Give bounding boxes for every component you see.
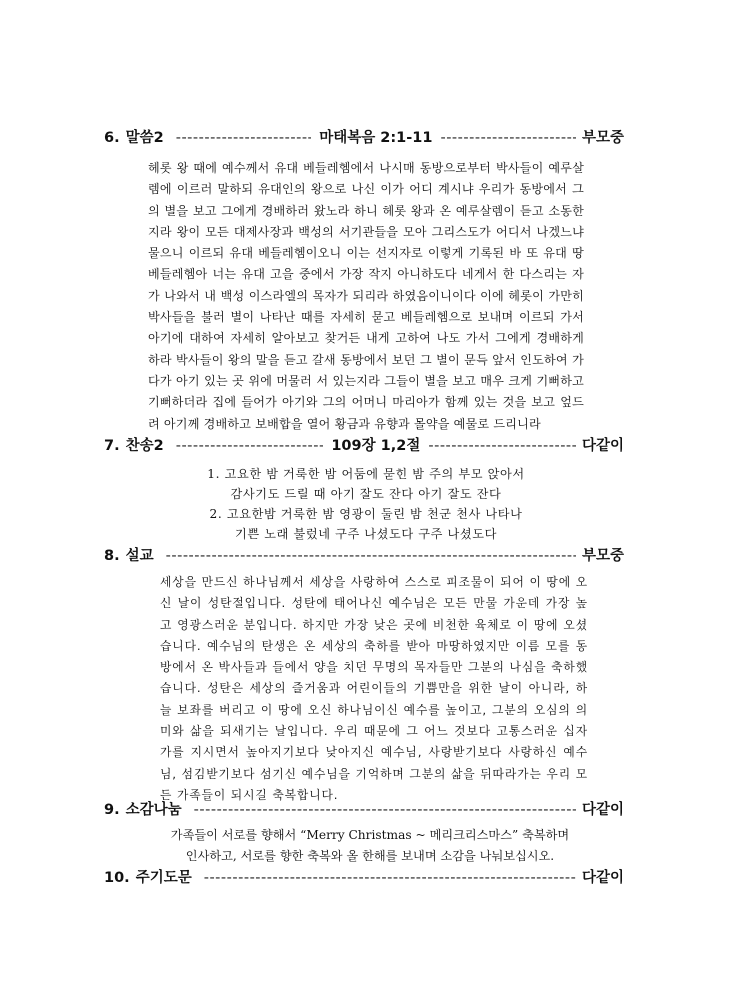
section-lords-prayer-heading	[104, 868, 624, 888]
dash-leader-line	[176, 436, 324, 456]
section-leader: 부모중	[581, 130, 624, 146]
section-number: 6.	[104, 130, 120, 146]
section-number: 8.	[104, 548, 120, 564]
hymn-lyric-line: 기쁜 노래 불렀네 구주 나셨도다 구주 나셨도다	[235, 527, 497, 541]
section-title: 찬송2	[125, 438, 164, 454]
section-leader: 다같이	[581, 802, 624, 818]
section-number: 7.	[104, 438, 120, 454]
hymn-lyric-line: 2. 고요한밤 거룩한 밤 영광이 둘린 밤 천군 천사 나타나	[209, 507, 523, 521]
section-title: 주기도문	[135, 870, 192, 886]
section-sermon-heading	[104, 546, 624, 566]
dash-leader-line	[204, 868, 576, 888]
scripture-reference: 마태복음 2:1-11	[319, 130, 433, 146]
section-title: 말씀2	[125, 130, 164, 146]
section-number: 10.	[104, 870, 130, 886]
section-leader: 부모중	[581, 548, 624, 564]
section-hymn-heading	[104, 436, 624, 456]
section-title: 소감나눔	[125, 802, 182, 818]
hymn-lyric-line: 감사기도 드릴 때 아기 잘도 잔다 아기 잘도 잔다	[230, 487, 502, 501]
dash-leader-line	[440, 128, 576, 148]
scripture-text: 헤롯 왕 때에 예수께서 유대 베들레헴에서 나시매 동방으로부터 박사들이 예루살렘에 이르러 말하되 유대인의 왕으로 나신 이가 어디 계시냐 우리가 동방에서 그의 별을 보고 그에게 경배하러 왔노라 하니 헤롯 왕과 온 예루살렘이 듣고 소동한지라 왕이 모든 대제사장과 백성의 서기관들을 모아 그리스도가 어디서 나겠느냐 물으니 이르되 유대 베들레헴이오니 이는 선지자로 이렇게 기록된 바 또 유대 땅 베들레헴아 너는 유대 고을 중에서 가장 작지 아니하도다 네게서 한 다스리는 자가 나와서 내 백성 이스라엘의 목자가 되리라 하였음이니이다 이에 헤롯이 가만히 박사들을 불러 별이 나타난 때를 자세히 묻고 베들레헴으로 보내며 이르되 가서 아기에 대하여 자세히 알아보고 찾거든 내게 고하여 나도 가서 그에게 경배하게 하라 박사들이 왕의 말을 듣고 갈새 동방에서 보던 그 별이 문득 앞서 인도하여 가다가 아기 있는 곳 위에 머물러 서 있는지라 그들이 별을 보고 매우 크게 기뻐하고 기뻐하더라 집에 들어가 아기와 그의 어머니 마리아가 함께 있는 것을 보고 엎드려 아기께 경배하고 보배합을 열어 황금과 유향과 몰약을 예물로 드리니라	[148, 161, 584, 431]
hymn-lyric-line: 1. 고요한 밤 거룩한 밤 어둠에 묻힌 밤 주의 부모 앉아서	[207, 467, 525, 481]
section-scripture-heading	[104, 128, 624, 148]
sharing-instruction-line: 인사하고, 서로를 향한 축복와 올 한해를 보내며 소감을 나눠보십시오.	[185, 849, 555, 863]
sermon-text: 세상을 만드신 하나님께서 세상을 사랑하여 스스로 피조물이 되어 이 땅에 오신 날이 성탄절입니다. 성탄에 태어나신 예수님은 모든 만물 가운데 가장 높고 영광스러운 분입니다. 하지만 가장 낮은 곳에 비천한 육체로 이 땅에 오셨습니다. 예수님의 탄생은 온 세상의 축하를 받아 마땅하였지만 이름 모를 동방에서 온 박사들과 들에서 양을 치던 무명의 목자들만 그분의 나심을 축하했습니다. 성탄은 세상의 즐거움과 어린이들의 기쁨만을 위한 날이 아니라, 하늘 보좌를 버리고 이 땅에 오신 하나님이신 예수를 높이고, 그분의 오심의 의미와 삶을 되새기는 날입니다. 우리 때문에 그 어느 것보다 고통스러운 십자가를 지시면서 높아지기보다 낮아지신 예수님, 사랑받기보다 사랑하신 예수님, 섬김받기보다 섬기신 예수님을 기억하며 그분의 삶을 뒤따라가는 우리 모든 가족들이 되시길 축복합니다.	[160, 575, 588, 802]
dash-leader-line	[194, 800, 576, 820]
section-sharing-heading	[104, 800, 624, 820]
section-title: 설교	[125, 548, 154, 564]
section-leader: 다같이	[581, 870, 624, 886]
hymn-reference: 109장 1,2절	[331, 438, 421, 454]
section-number: 9.	[104, 802, 120, 818]
sharing-instruction-line: 가족들이 서로를 향해서 “Merry Christmas ~ 메리크리스마스” 축복하며	[170, 828, 570, 842]
section-leader: 다같이	[581, 438, 624, 454]
dash-leader-line	[166, 546, 576, 566]
dash-leader-line	[428, 436, 576, 456]
dash-leader-line	[176, 128, 312, 148]
